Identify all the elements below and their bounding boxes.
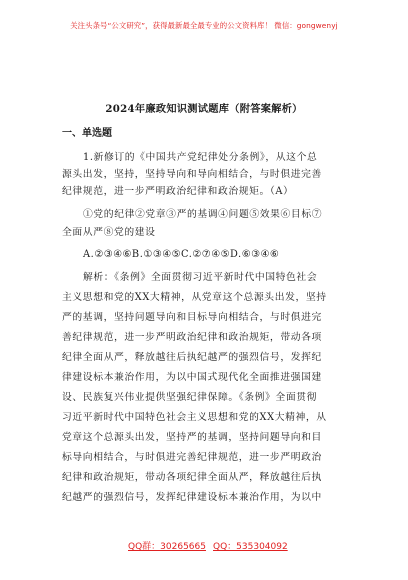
analysis-line: 纪律全面从严，释放越往后执纪越严的强烈信号，发挥纪 (62, 352, 322, 363)
analysis-line: 解析：《条例》全面贯彻习近平新时代中国特色社会 (83, 272, 318, 283)
options-line: ①党的纪律②党章③严的基调④问题⑤效果⑥目标⑦ (83, 209, 323, 220)
question-line: 纪律规范，进一步严明政治纪律和政治规矩。（A） (62, 186, 294, 197)
promo-banner: 关注头条号“公文研究”，获得最新最全最专业的公文资料库！ 微信：gongwenyj (70, 21, 338, 30)
analysis-line: 习近平新时代中国特色社会主义思想和党的XX大精神，从 (62, 412, 327, 423)
analysis-line: 律建设标本兼治作用，为以中国式现代化全面推进强国建 (62, 372, 322, 383)
analysis-line: 善纪律规范，进一步严明政治纪律和政治规矩，带动各项 (62, 332, 322, 343)
answer-choices: A.②③④⑥B.①③④⑤C.②⑦④⑤D.⑥③④⑥ (83, 249, 280, 260)
qq-contact-link[interactable]: QQ：535304092 (213, 542, 288, 552)
section-heading: 一、单选题 (62, 128, 112, 139)
document-title: 2024年廉政知识测试题库（附答案解析） (105, 103, 303, 115)
analysis-line: 主义思想和党的XX大精神，从党章这个总源头出发，坚持 (62, 292, 327, 303)
question-line: 源头出发，坚持，坚持导向和导向相结合，与时俱进完善 (62, 169, 322, 180)
qq-group-link[interactable]: QQ群：30265665 (128, 542, 206, 552)
question-line: 1.新修订的《中国共产党纪律处分条例》，从这个总 (83, 152, 318, 163)
analysis-line: 标导向相结合，与时俱进完善纪律规范，进一步严明政治 (62, 452, 322, 463)
options-line: 全面从严⑧党的建设 (62, 227, 156, 238)
analysis-line: 党章这个总源头出发，坚持严的基调，坚持问题导向和目 (62, 432, 322, 443)
analysis-line: 纪越严的强烈信号，发挥纪律建设标本兼治作用，为以中 (62, 492, 322, 503)
analysis-line: 纪律和政治规矩，带动各项纪律全面从严，释放越往后执 (62, 472, 322, 483)
analysis-line: 设、民族复兴伟业提供坚强纪律保障。《条例》全面贯彻 (62, 392, 318, 403)
analysis-line: 严的基调，坚持问题导向和目标导向相结合，与时俱进完 (62, 312, 322, 323)
